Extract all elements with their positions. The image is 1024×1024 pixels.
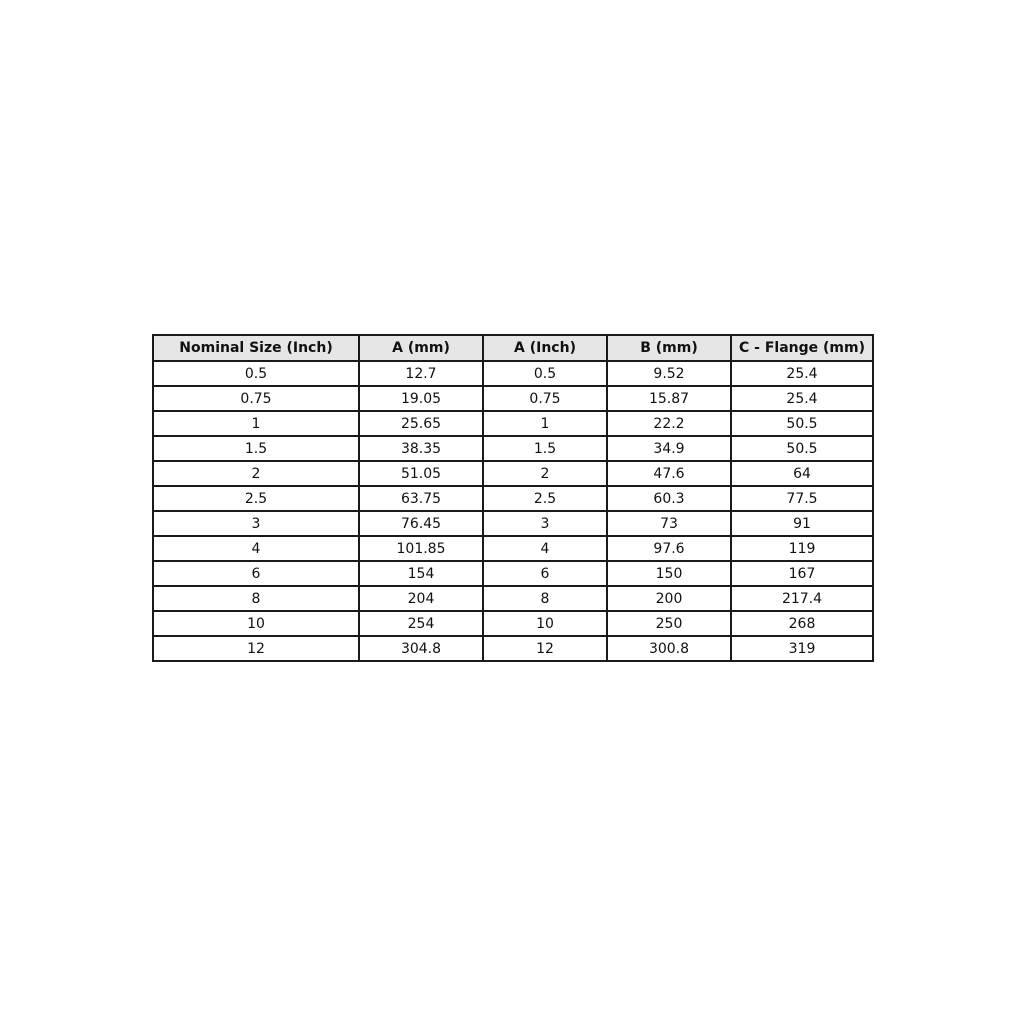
cell-c-flange-mm: 77.5: [731, 486, 873, 511]
cell-c-flange-mm: 25.4: [731, 361, 873, 386]
cell-nominal-size: 0.75: [153, 386, 359, 411]
cell-nominal-size: 6: [153, 561, 359, 586]
cell-b-mm: 250: [607, 611, 731, 636]
cell-b-mm: 9.52: [607, 361, 731, 386]
cell-nominal-size: 3: [153, 511, 359, 536]
cell-a-mm: 25.65: [359, 411, 483, 436]
cell-nominal-size: 4: [153, 536, 359, 561]
header-b-mm: B (mm): [607, 335, 731, 361]
table-row: [153, 361, 873, 386]
cell-a-mm: 304.8: [359, 636, 483, 661]
cell-nominal-size: 2: [153, 461, 359, 486]
table-row: [153, 411, 873, 436]
cell-b-mm: 97.6: [607, 536, 731, 561]
cell-c-flange-mm: 268: [731, 611, 873, 636]
table-row: [153, 386, 873, 411]
cell-a-mm: 154: [359, 561, 483, 586]
cell-a-inch: 3: [483, 511, 607, 536]
cell-c-flange-mm: 25.4: [731, 386, 873, 411]
cell-a-inch: 4: [483, 536, 607, 561]
cell-nominal-size: 2.5: [153, 486, 359, 511]
cell-a-inch: 10: [483, 611, 607, 636]
dimensions-table: [152, 334, 874, 662]
cell-c-flange-mm: 217.4: [731, 586, 873, 611]
cell-a-mm: 101.85: [359, 536, 483, 561]
table-row: [153, 536, 873, 561]
table-row: [153, 586, 873, 611]
table-row: [153, 436, 873, 461]
cell-b-mm: 150: [607, 561, 731, 586]
header-c-flange-mm: C - Flange (mm): [731, 335, 873, 361]
cell-a-mm: 63.75: [359, 486, 483, 511]
header-nominal-size: Nominal Size (Inch): [153, 335, 359, 361]
cell-a-inch: 12: [483, 636, 607, 661]
cell-b-mm: 60.3: [607, 486, 731, 511]
cell-nominal-size: 1: [153, 411, 359, 436]
cell-a-inch: 8: [483, 586, 607, 611]
cell-c-flange-mm: 64: [731, 461, 873, 486]
table-row: [153, 611, 873, 636]
cell-a-mm: 19.05: [359, 386, 483, 411]
cell-a-inch: 0.5: [483, 361, 607, 386]
cell-nominal-size: 1.5: [153, 436, 359, 461]
cell-b-mm: 73: [607, 511, 731, 536]
cell-nominal-size: 0.5: [153, 361, 359, 386]
cell-nominal-size: 12: [153, 636, 359, 661]
table-row: [153, 461, 873, 486]
cell-a-inch: 1.5: [483, 436, 607, 461]
cell-a-inch: 6: [483, 561, 607, 586]
cell-a-mm: 38.35: [359, 436, 483, 461]
cell-nominal-size: 8: [153, 586, 359, 611]
cell-b-mm: 15.87: [607, 386, 731, 411]
cell-c-flange-mm: 50.5: [731, 411, 873, 436]
cell-a-inch: 1: [483, 411, 607, 436]
cell-a-mm: 76.45: [359, 511, 483, 536]
cell-b-mm: 200: [607, 586, 731, 611]
cell-b-mm: 47.6: [607, 461, 731, 486]
cell-a-mm: 204: [359, 586, 483, 611]
table-row: [153, 636, 873, 661]
table-row: [153, 486, 873, 511]
cell-a-mm: 254: [359, 611, 483, 636]
cell-a-mm: 12.7: [359, 361, 483, 386]
cell-c-flange-mm: 319: [731, 636, 873, 661]
cell-a-inch: 0.75: [483, 386, 607, 411]
cell-c-flange-mm: 119: [731, 536, 873, 561]
cell-b-mm: 22.2: [607, 411, 731, 436]
cell-b-mm: 300.8: [607, 636, 731, 661]
cell-a-mm: 51.05: [359, 461, 483, 486]
header-a-inch: A (Inch): [483, 335, 607, 361]
cell-c-flange-mm: 50.5: [731, 436, 873, 461]
cell-b-mm: 34.9: [607, 436, 731, 461]
cell-nominal-size: 10: [153, 611, 359, 636]
table-row: [153, 561, 873, 586]
table-header-row: [153, 335, 873, 361]
table-row: [153, 511, 873, 536]
cell-a-inch: 2: [483, 461, 607, 486]
cell-c-flange-mm: 91: [731, 511, 873, 536]
cell-c-flange-mm: 167: [731, 561, 873, 586]
cell-a-inch: 2.5: [483, 486, 607, 511]
header-a-mm: A (mm): [359, 335, 483, 361]
